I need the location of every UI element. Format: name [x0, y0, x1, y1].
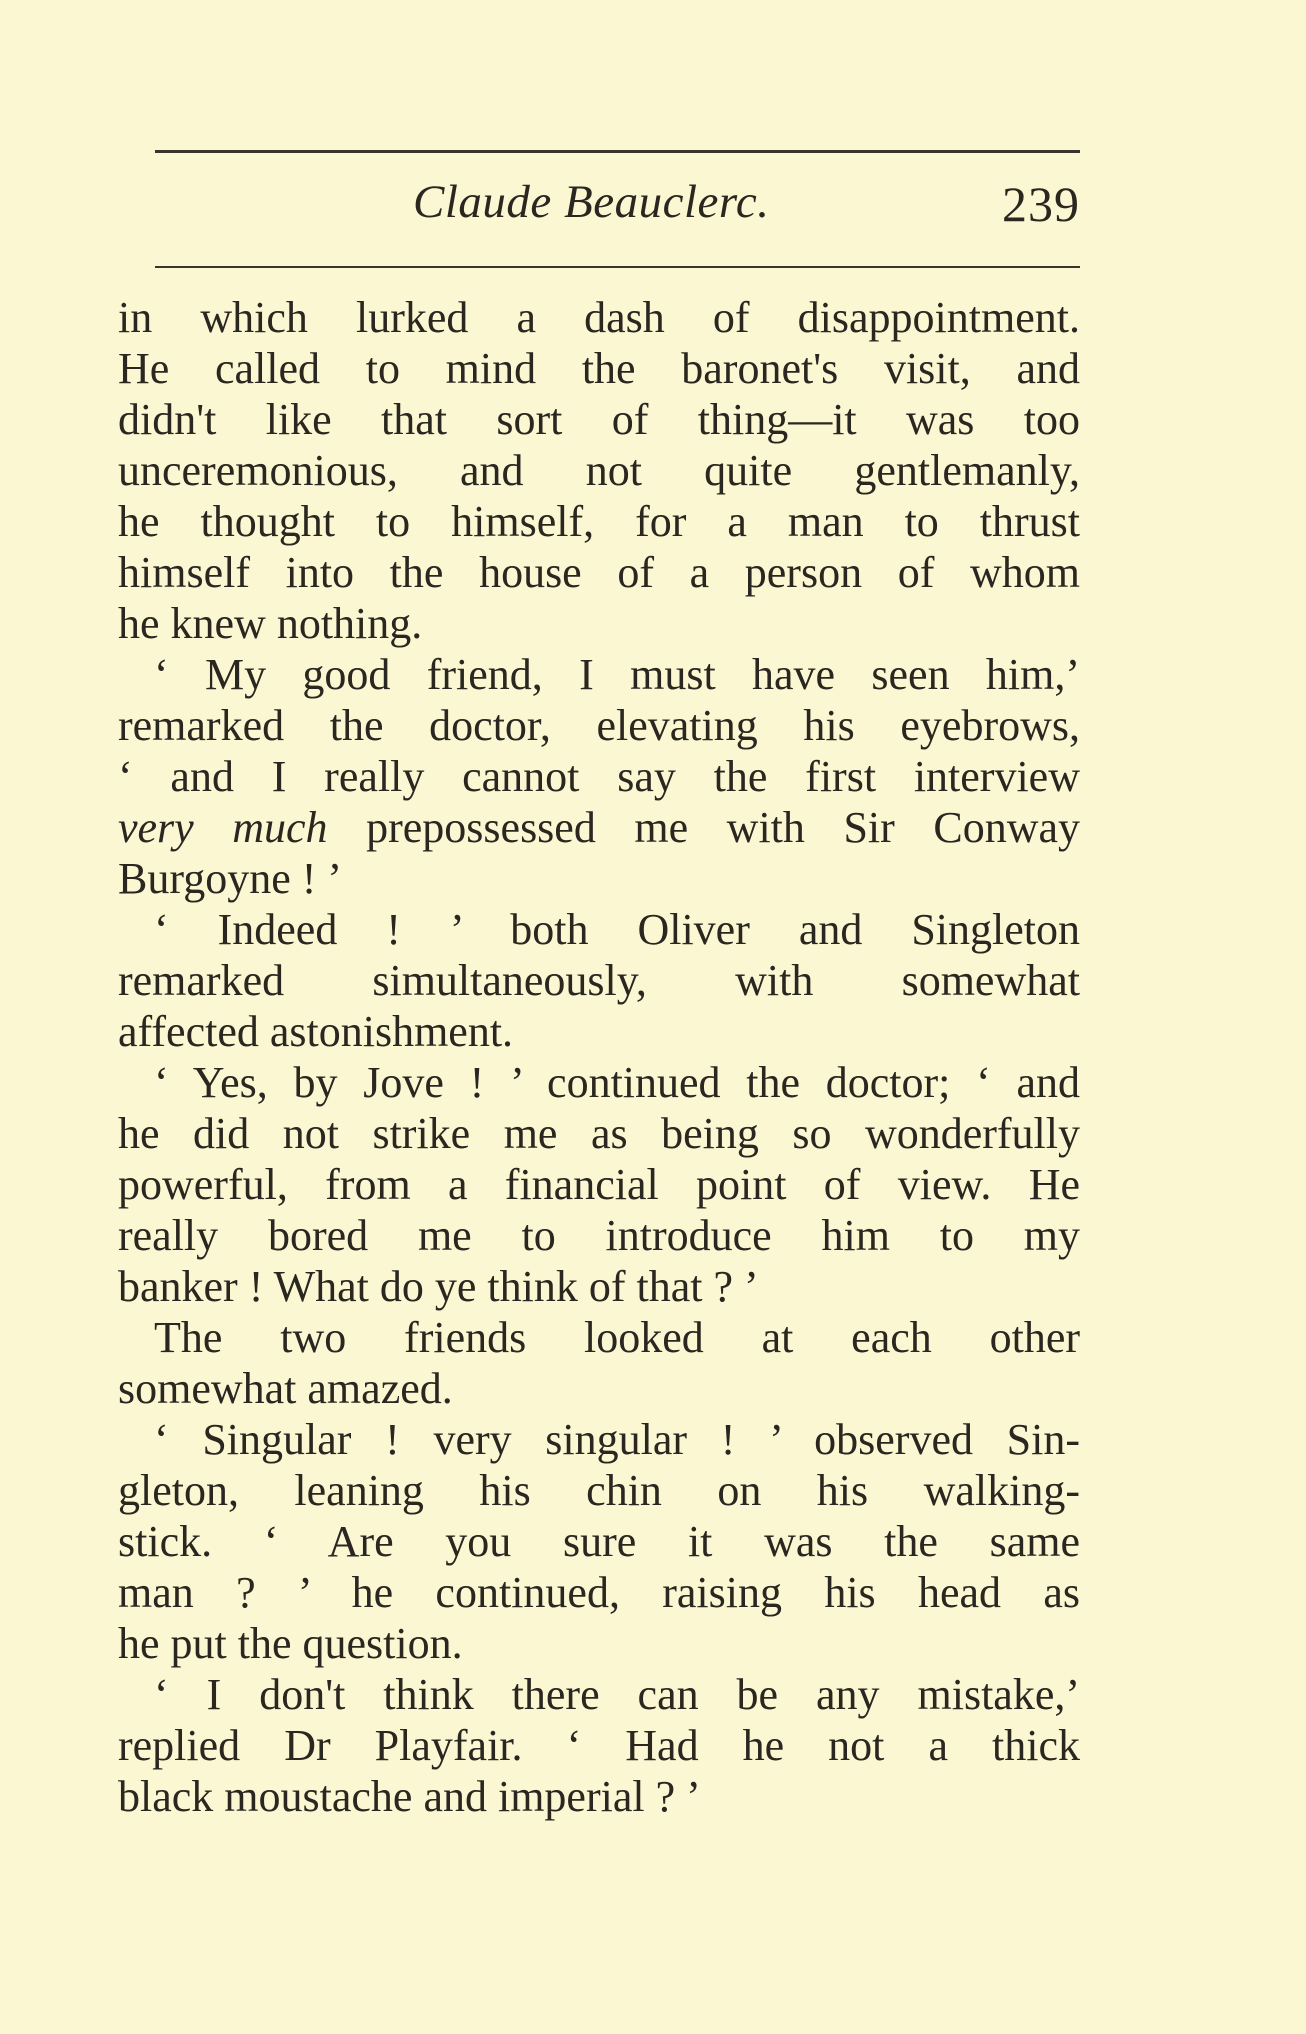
- line-text: He called to mind the baronet's visit, and: [118, 344, 1080, 393]
- line-text: he did not strike me as being so wonderfully: [118, 1109, 1080, 1158]
- text-line: [118, 1312, 1080, 1363]
- line-text: ‘ and I really cannot say the first interview: [118, 752, 1080, 801]
- text-line: [118, 904, 1080, 955]
- line-text: remarked simultaneously, with somewhat: [118, 956, 1080, 1005]
- line-text: ‘ Singular ! very singular ! ’ observed Sin-: [154, 1415, 1080, 1464]
- text-line: [118, 1159, 1080, 1210]
- text-line: [118, 955, 1080, 1006]
- text-line: [118, 1465, 1080, 1516]
- text-line: [118, 598, 1080, 649]
- running-head: [155, 165, 1080, 255]
- line-text: powerful, from a financial point of view. He: [118, 1160, 1080, 1209]
- italic-emphasis: very much: [118, 803, 328, 852]
- text-line: [118, 802, 1080, 853]
- line-text: himself into the house of a person of whom: [118, 548, 1080, 597]
- line-text: man ? ’ he continued, raising his head as: [118, 1568, 1080, 1617]
- running-title: Claude Beauclerc.: [413, 176, 770, 228]
- line-text: remarked the doctor, elevating his eyebrows,: [118, 701, 1080, 750]
- text-line: [118, 1363, 1080, 1414]
- line-text: in which lurked a dash of disappointment.: [118, 293, 1080, 342]
- text-line: [118, 700, 1080, 751]
- line-text: he knew nothing.: [118, 599, 423, 648]
- text-line: [118, 292, 1080, 343]
- text-line: [118, 1771, 1080, 1822]
- text-line: [118, 547, 1080, 598]
- line-text: ‘ I don't think there can be any mistake,’: [154, 1670, 1080, 1719]
- text-line: [118, 1006, 1080, 1057]
- header-rule-top: [155, 150, 1080, 153]
- text-line: [118, 445, 1080, 496]
- line-text: didn't like that sort of thing—it was too: [118, 395, 1080, 444]
- text-line: [118, 343, 1080, 394]
- line-text: stick. ‘ Are you sure it was the same: [118, 1517, 1080, 1566]
- page-number: 239: [1002, 176, 1080, 232]
- line-text: he thought to himself, for a man to thrust: [118, 497, 1080, 546]
- line-text: replied Dr Playfair. ‘ Had he not a thick: [118, 1721, 1080, 1770]
- line-text: black moustache and imperial ? ’: [118, 1772, 701, 1821]
- text-line: [118, 1516, 1080, 1567]
- line-text: banker ! What do ye think of that ? ’: [118, 1262, 759, 1311]
- line-text: ‘ Yes, by Jove ! ’ continued the doctor; ‘ and: [154, 1058, 1080, 1107]
- line-text: really bored me to introduce him to my: [118, 1211, 1080, 1260]
- text-line: [118, 1567, 1080, 1618]
- line-text: somewhat amazed.: [118, 1364, 453, 1413]
- text-line: [118, 1261, 1080, 1312]
- text-line: [118, 751, 1080, 802]
- text-line: [118, 1414, 1080, 1465]
- header-rule-bottom: [155, 266, 1080, 268]
- text-line: [118, 394, 1080, 445]
- text-line: [118, 1669, 1080, 1720]
- text-line: [118, 1618, 1080, 1669]
- line-text: he put the question.: [118, 1619, 463, 1668]
- line-text: ‘ My good friend, I must have seen him,’: [154, 650, 1080, 699]
- line-text: gleton, leaning his chin on his walking-: [118, 1466, 1080, 1515]
- text-line: [118, 1108, 1080, 1159]
- text-line: [118, 1057, 1080, 1108]
- line-text: ‘ Indeed ! ’ both Oliver and Singleton: [154, 905, 1080, 954]
- line-text: unceremonious, and not quite gentlemanly,: [118, 446, 1080, 495]
- text-line: [118, 649, 1080, 700]
- line-text: The two friends looked at each other: [154, 1313, 1080, 1362]
- line-text: prepossessed me with Sir Conway: [327, 803, 1080, 852]
- body-text: [118, 292, 1080, 1822]
- line-text: affected astonishment.: [118, 1007, 514, 1056]
- text-line: [118, 1720, 1080, 1771]
- text-line: [118, 1210, 1080, 1261]
- text-line: [118, 853, 1080, 904]
- line-text: Burgoyne ! ’: [118, 854, 343, 903]
- text-line: [118, 496, 1080, 547]
